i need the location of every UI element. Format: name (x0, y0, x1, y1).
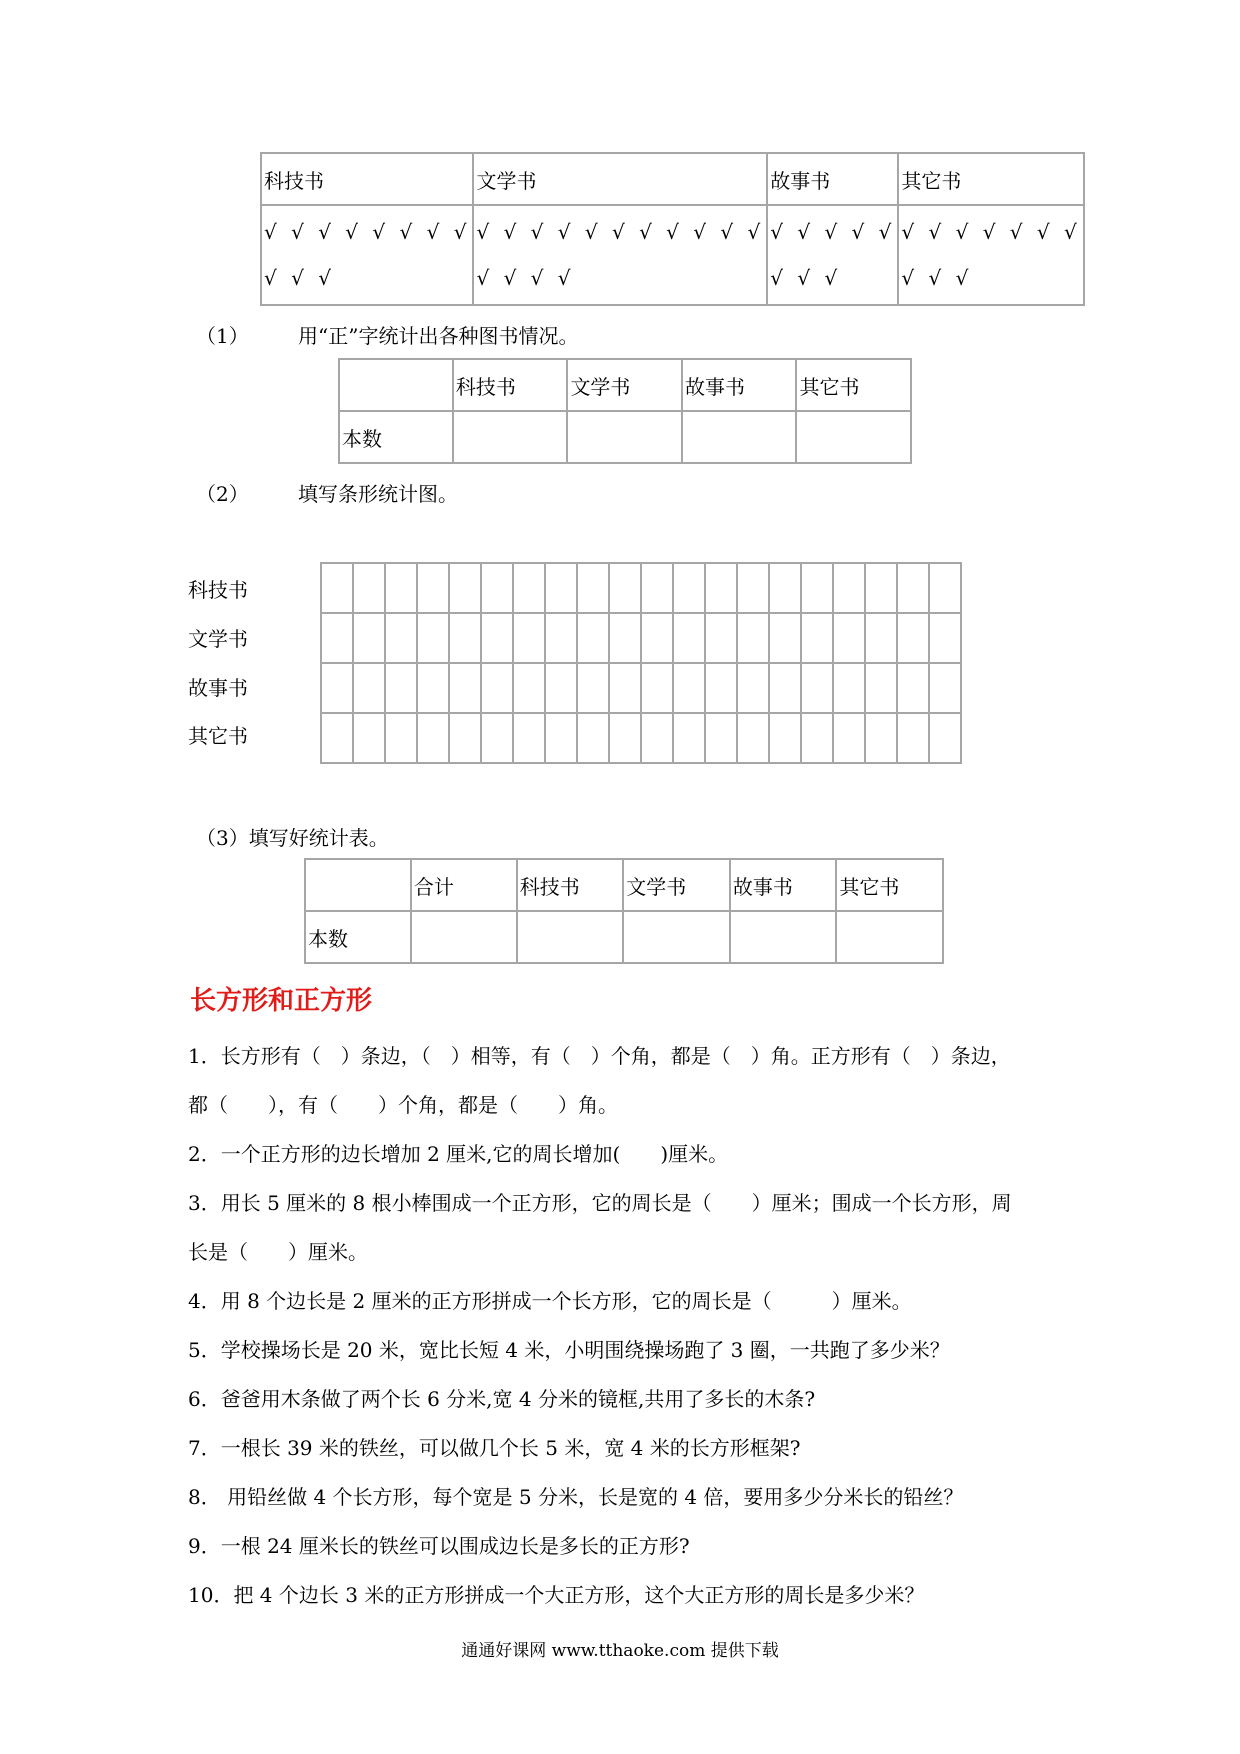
bar-grid-cell[interactable] (609, 713, 641, 763)
q1-header-science: 科技书 (453, 359, 568, 411)
q2-number: （2） (196, 482, 249, 506)
q3-row-label: 本数 (305, 911, 411, 963)
problem-line: 4．用 8 个边长是 2 厘米的正方形拼成一个长方形，它的周长是（ ）厘米。 (188, 1289, 912, 1313)
bar-grid-cell[interactable] (481, 563, 513, 613)
bar-grid-cell[interactable] (513, 713, 545, 763)
tally-table (260, 152, 1085, 306)
bar-grid-cell[interactable] (513, 613, 545, 663)
problem-line: 9．一根 24 厘米长的铁丝可以围成边长是多长的正方形? (188, 1534, 690, 1558)
bar-grid-cell[interactable] (321, 663, 353, 713)
q3-table (304, 858, 944, 964)
bar-grid-cell[interactable] (769, 663, 801, 713)
bar-grid-cell[interactable] (449, 713, 481, 763)
bar-grid-cell[interactable] (353, 563, 385, 613)
problem-line: 7．一根长 39 米的铁丝，可以做几个长 5 米，宽 4 米的长方形框架? (188, 1436, 801, 1460)
bar-grid-cell[interactable] (321, 613, 353, 663)
tally-ticks: √ √ √ √ √ (770, 220, 896, 244)
q1-header-literature: 文学书 (567, 359, 682, 411)
problem-line: 10．把 4 个边长 3 米的正方形拼成一个大正方形，这个大正方形的周长是多少米？ (188, 1583, 925, 1607)
bar-grid-cell[interactable] (385, 713, 417, 763)
q2-text: 填写条形统计图。 (298, 482, 458, 506)
q3-header-science: 科技书 (517, 859, 624, 911)
bar-grid-cell[interactable] (641, 713, 673, 763)
bar-grid-cell[interactable] (833, 563, 865, 613)
bar-grid-cell[interactable] (769, 713, 801, 763)
bar-grid-row (321, 563, 961, 613)
bar-grid-cell[interactable] (577, 563, 609, 613)
q3-answer-cell[interactable] (411, 911, 517, 963)
tally-header-science: 科技书 (261, 153, 473, 205)
bar-grid-cell[interactable] (801, 563, 833, 613)
bar-grid-cell[interactable] (609, 613, 641, 663)
q3-header-blank (305, 859, 411, 911)
bar-grid-cell[interactable] (385, 613, 417, 663)
bar-grid-cell[interactable] (865, 663, 897, 713)
bar-grid-cell[interactable] (865, 563, 897, 613)
tally-ticks: √ √ √ (264, 266, 335, 290)
bar-label-other: 其它书 (188, 724, 248, 748)
problem-line: 都（ ），有（ ）个角，都是（ ）角。 (188, 1093, 618, 1117)
q1-row-label: 本数 (339, 411, 453, 463)
bar-grid-cell[interactable] (929, 613, 961, 663)
tally-cell-story (767, 205, 898, 305)
bar-grid-cell[interactable] (353, 713, 385, 763)
tally-ticks: √ √ √ √ √ √ √ √ (264, 220, 471, 244)
bar-grid-cell[interactable] (737, 613, 769, 663)
problem-line: 6．爸爸用木条做了两个长 6 分米,宽 4 分米的镜框,共用了多长的木条? (188, 1387, 816, 1411)
bar-grid-cell[interactable] (449, 613, 481, 663)
q1-answer-cell[interactable] (567, 411, 682, 463)
bar-grid-cell[interactable] (705, 713, 737, 763)
bar-grid-cell[interactable] (577, 713, 609, 763)
q3-answer-cell[interactable] (623, 911, 730, 963)
bar-grid-cell[interactable] (769, 613, 801, 663)
bar-grid-cell[interactable] (545, 563, 577, 613)
bar-grid-cell[interactable] (417, 563, 449, 613)
bar-grid-cell[interactable] (321, 563, 353, 613)
tally-ticks: √ √ √ √ (476, 266, 575, 290)
bar-grid-cell[interactable] (385, 663, 417, 713)
bar-grid-cell[interactable] (513, 563, 545, 613)
bar-grid-cell[interactable] (865, 613, 897, 663)
bar-grid-row (321, 663, 961, 713)
tally-header-literature: 文学书 (473, 153, 767, 205)
section-title: 长方形和正方形 (190, 986, 373, 1016)
bar-grid-cell[interactable] (897, 563, 929, 613)
tally-cell-science (261, 205, 473, 305)
bar-label-story: 故事书 (188, 676, 248, 700)
bar-grid-cell[interactable] (481, 663, 513, 713)
bar-grid-cell[interactable] (673, 563, 705, 613)
bar-grid-cell[interactable] (417, 663, 449, 713)
bar-grid-cell[interactable] (929, 663, 961, 713)
bar-grid-cell[interactable] (641, 663, 673, 713)
bar-grid-cell[interactable] (673, 713, 705, 763)
q3-header-other: 其它书 (836, 859, 943, 911)
bar-grid-cell[interactable] (577, 663, 609, 713)
bar-grid-cell[interactable] (353, 613, 385, 663)
bar-grid-cell[interactable] (321, 713, 353, 763)
q1-header-story: 故事书 (682, 359, 797, 411)
bar-grid-cell[interactable] (929, 563, 961, 613)
q1-table (338, 358, 912, 464)
bar-grid-cell[interactable] (769, 563, 801, 613)
bar-grid-cell[interactable] (545, 713, 577, 763)
bar-grid-cell[interactable] (641, 563, 673, 613)
bar-grid-cell[interactable] (801, 613, 833, 663)
footer-text: 通通好课网 www.tthaoke.com 提供下载 (461, 1641, 779, 1661)
bar-grid-cell[interactable] (705, 613, 737, 663)
q3-header-total: 合计 (411, 859, 517, 911)
bar-grid-row (321, 713, 961, 763)
bar-grid-cell[interactable] (801, 663, 833, 713)
tally-ticks: √ √ √ (901, 266, 973, 290)
tally-cell-other (898, 205, 1083, 305)
bar-grid-cell[interactable] (641, 613, 673, 663)
q1-answer-cell[interactable] (453, 411, 568, 463)
bar-grid-cell[interactable] (833, 663, 865, 713)
q3-text: （3）填写好统计表。 (196, 826, 389, 850)
bar-grid-row (321, 613, 961, 663)
bar-grid-cell[interactable] (609, 563, 641, 613)
bar-grid-cell[interactable] (897, 663, 929, 713)
bar-grid-cell[interactable] (673, 663, 705, 713)
problem-line: 8． 用铅丝做 4 个长方形，每个宽是 5 分米，长是宽的 4 倍，要用多少分米长的铅丝？ (188, 1485, 964, 1509)
bar-grid-cell[interactable] (897, 613, 929, 663)
tally-header-story: 故事书 (767, 153, 898, 205)
bar-grid-cell[interactable] (385, 563, 417, 613)
bar-grid-cell[interactable] (449, 663, 481, 713)
bar-chart-grid[interactable] (320, 562, 962, 764)
q1-text: 用“正”字统计出各种图书情况。 (298, 324, 579, 348)
bar-grid-cell[interactable] (449, 563, 481, 613)
q1-header-blank (339, 359, 453, 411)
bar-grid-cell[interactable] (737, 563, 769, 613)
problem-line: 2．一个正方形的边长增加 2 厘米,它的周长增加( )厘米。 (188, 1142, 729, 1166)
bar-grid-cell[interactable] (929, 713, 961, 763)
bar-grid-cell[interactable] (353, 663, 385, 713)
bar-grid-cell[interactable] (481, 613, 513, 663)
bar-label-science: 科技书 (188, 578, 248, 602)
q3-answer-cell[interactable] (517, 911, 624, 963)
bar-grid-cell[interactable] (609, 663, 641, 713)
bar-grid-cell[interactable] (833, 713, 865, 763)
q1-header-other: 其它书 (796, 359, 911, 411)
tally-ticks: √ √ √ (770, 266, 842, 290)
tally-ticks: √ √ √ √ √ √ √ √ √ √ √ (476, 220, 765, 244)
bar-grid-cell[interactable] (801, 713, 833, 763)
q3-answer-cell[interactable] (730, 911, 837, 963)
bar-grid-cell[interactable] (545, 663, 577, 713)
bar-grid-cell[interactable] (865, 713, 897, 763)
q1-answer-cell[interactable] (682, 411, 797, 463)
tally-ticks: √ √ √ √ √ √ √ (901, 220, 1081, 244)
bar-grid-cell[interactable] (737, 713, 769, 763)
problem-line: 长是（ ）厘米。 (188, 1240, 368, 1264)
bar-grid-cell[interactable] (417, 613, 449, 663)
tally-header-other: 其它书 (898, 153, 1083, 205)
bar-grid-cell[interactable] (897, 713, 929, 763)
q1-number: （1） (196, 324, 249, 348)
q3-header-story: 故事书 (730, 859, 837, 911)
q3-header-literature: 文学书 (623, 859, 730, 911)
bar-grid-cell[interactable] (417, 713, 449, 763)
bar-grid-cell[interactable] (577, 613, 609, 663)
bar-label-literature: 文学书 (188, 627, 248, 651)
q1-answer-cell[interactable] (796, 411, 911, 463)
bar-grid-cell[interactable] (737, 663, 769, 713)
bar-grid-cell[interactable] (673, 613, 705, 663)
problem-line: 1．长方形有（ ）条边，（ ）相等，有（ ）个角，都是（ ）角。正方形有（ ）条边， (188, 1044, 1011, 1068)
bar-grid-cell[interactable] (513, 663, 545, 713)
q3-answer-cell[interactable] (836, 911, 943, 963)
bar-grid-cell[interactable] (833, 613, 865, 663)
problem-line: 5．学校操场长是 20 米，宽比长短 4 米，小明围绕操场跑了 3 圈，一共跑了多少米？ (188, 1338, 950, 1362)
bar-grid-cell[interactable] (481, 713, 513, 763)
bar-grid-cell[interactable] (545, 613, 577, 663)
problem-line: 3．用长 5 厘米的 8 根小棒围成一个正方形，它的周长是（ ）厘米；围成一个长方形，周 (188, 1191, 1012, 1215)
tally-cell-literature (473, 205, 767, 305)
bar-grid-cell[interactable] (705, 663, 737, 713)
bar-grid-cell[interactable] (705, 563, 737, 613)
